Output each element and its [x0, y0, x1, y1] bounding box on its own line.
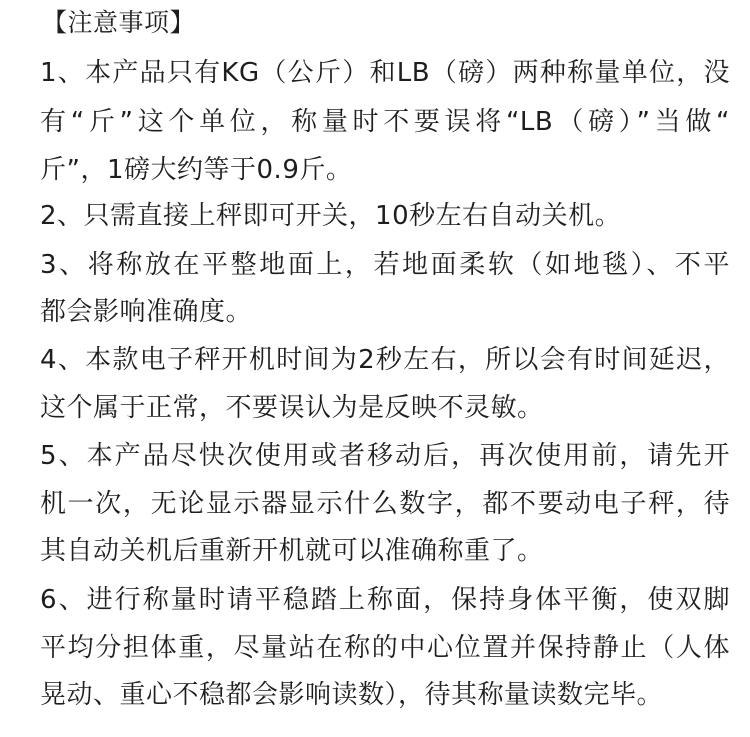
item-3-line-2: 都会影响准确度。: [40, 297, 253, 327]
item-1-line-3: 斤”，1磅大约等于0.9斤。: [40, 155, 353, 185]
item-6-line-1: 6、进行称量时请平稳踏上称面，保持身体平衡，使双脚: [40, 585, 730, 615]
item-5-line-1: 5、本产品尽快次使用或者移动后，再次使用前，请先开: [40, 441, 730, 471]
item-5-line-3: 其自动关机后重新开机就可以准确称重了。: [40, 536, 544, 566]
item-6-line-2: 平均分担体重，尽量站在称的中心位置并保持静止（人体: [40, 633, 730, 663]
item-4-line-2: 这个属于正常，不要误认为是反映不灵敏。: [40, 393, 544, 423]
item-4-line-1: 4、本款电子秤开机时间为2秒左右，所以会有时间延迟，: [40, 345, 730, 375]
item-1-line-2: 有“斤”这个单位，称量时不要误将“LB（磅）”当做“: [40, 107, 730, 137]
item-5-line-2: 机一次，无论显示器显示什么数字，都不要动电子秤，待: [40, 489, 730, 519]
item-1-line-1: 1、本产品只有KG（公斤）和LB（磅）两种称量单位，没: [40, 58, 730, 88]
item-6-line-3: 晃动、重心不稳都会影响读数），待其称量读数完毕。: [40, 680, 664, 710]
item-2-line-1: 2、只需直接上秤即可开关，10秒左右自动关机。: [40, 201, 622, 231]
notice-title: 【注意事项】: [42, 8, 196, 37]
item-3-line-1: 3、将称放在平整地面上，若地面柔软（如地毯）、不平: [40, 250, 730, 280]
